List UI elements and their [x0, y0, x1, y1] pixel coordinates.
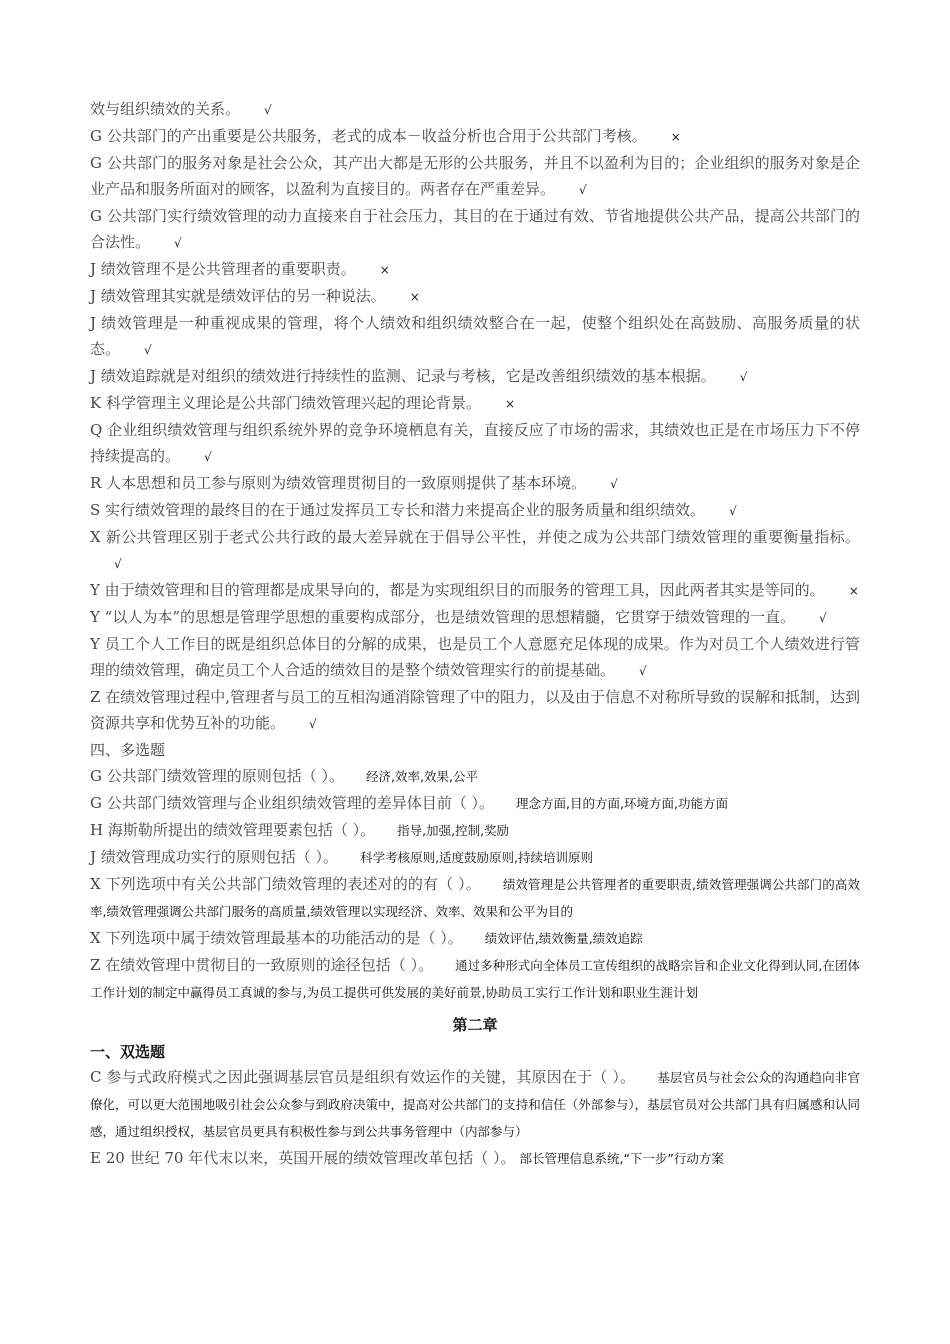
- answer-mark: √: [174, 236, 182, 250]
- answer-text: 经济,效率,效果,公平: [366, 769, 478, 784]
- answer-mark: ×: [848, 584, 859, 598]
- answer-text: 指导,加强,控制,奖励: [397, 823, 510, 838]
- answer-mark: √: [264, 103, 272, 117]
- document-page: [90, 96, 860, 1172]
- answer-mark: √: [144, 343, 152, 357]
- true-false-list: [90, 96, 860, 737]
- tf-item: J 绩效管理其实就是绩效评估的另一种说法。 ×: [90, 287, 420, 305]
- answer-mark: ×: [409, 290, 420, 304]
- tf-item: G 公共部门实行绩效管理的动力直接来自于社会压力，其目的在于通过有效、节省地提供公共产品，提高公共部门的合法性。 √: [90, 207, 860, 251]
- mc-item: X 下列选项中有关公共部门绩效管理的表述对的的有（ ）。 绩效管理是公共管理者的重要职责,绩效管理强调公共部门的高效率,绩效管理强调公共部门服务的高质量,绩效管理以实现经济、效率、效果和公平为目的: [90, 875, 860, 919]
- mc-item: G 公共部门绩效管理的原则包括（ ）。 经济,效率,效果,公平: [90, 767, 478, 785]
- answer-mark: √: [114, 557, 122, 571]
- tf-item: J 绩效管理不是公共管理者的重要职责。 ×: [90, 260, 390, 278]
- answer-text: 基层官员与社会公众的沟通趋向非官僚化，可以更大范围地吸引社会公众参与到政府决策中，提高对公共部门的支持和信任（外部参与），基层官员对公共部门具有归属感和认同感，通过组织授权，基层官员更具有积极性参与到公共事务管理中（内部参与）: [90, 1070, 860, 1139]
- answer-mark: √: [819, 611, 827, 625]
- tf-item: Z 在绩效管理过程中,管理者与员工的互相沟通消除管理了中的阻力，以及由于信息不对称所导致的误解和抵制，达到资源共享和优势互补的功能。 √: [90, 688, 860, 732]
- answer-mark: √: [610, 477, 618, 491]
- answer-text: 科学考核原则,适度鼓励原则,持续培训原则: [360, 850, 594, 865]
- answer-mark: ×: [504, 397, 516, 411]
- chapter2-list: [90, 1064, 860, 1172]
- section-heading-multiple-choice: 四、多选题: [90, 741, 166, 759]
- tf-item: X 新公共管理区别于老式公共行政的最大差异就在于倡导公平性，并使之成为公共部门绩效管理的重要衡量指标。√: [90, 528, 860, 571]
- mc-item: G 公共部门绩效管理与企业组织绩效管理的差异体目前（ ）。 理念方面,目的方面,环境方面,功能方面: [90, 794, 728, 812]
- answer-mark: √: [739, 370, 748, 384]
- tf-item: Y 由于绩效管理和目的管理都是成果导向的，都是为实现组织目的而服务的管理工具，因此两者其实是等同的。 ×: [90, 581, 859, 599]
- answer-mark: √: [309, 717, 317, 731]
- multiple-choice-list: [90, 763, 860, 1006]
- answer-mark: √: [204, 450, 212, 464]
- answer-text: 绩效评估,绩效衡量,绩效追踪: [484, 931, 643, 946]
- section-heading-double-choice: 一、双选题: [90, 1043, 166, 1061]
- ch2-item: C 参与式政府模式之因此强调基层官员是组织有效运作的关键，其原因在于（ ）。 基层官员与社会公众的沟通趋向非官僚化，可以更大范围地吸引社会公众参与到政府决策中，提高对公共部门的支持和信任（外部参与），基层官员对公共部门具有归属感和认同感，通过组织授权，基层官员更具有积极性参与到公共事务管理中（内部参与）: [90, 1068, 860, 1139]
- tf-item: 效与组织绩效的关系。 √: [90, 100, 272, 118]
- answer-mark: √: [579, 183, 587, 197]
- answer-text: 绩效管理是公共管理者的重要职责,绩效管理强调公共部门的高效率,绩效管理强调公共部门服务的高质量,绩效管理以实现经济、效率、效果和公平为目的: [90, 877, 860, 919]
- tf-item: S 实行绩效管理的最终目的在于通过发挥员工专长和潜力来提高企业的服务质量和组织绩效。 √: [90, 501, 737, 519]
- mc-item: X 下列选项中属于绩效管理最基本的功能活动的是（ ）。 绩效评估,绩效衡量,绩效追踪: [90, 929, 643, 947]
- answer-mark: √: [729, 504, 737, 518]
- tf-item: Y “以人为本”的思想是管理学思想的重要构成部分，也是绩效管理的思想精髓，它贯穿于绩效管理的一直。 √: [90, 608, 827, 626]
- tf-item: R 人本思想和员工参与原则为绩效管理贯彻目的一致原则提供了基本环境。 √: [90, 474, 618, 492]
- answer-text: 通过多种形式向全体员工宣传组织的战略宗旨和企业文化得到认同,在团体工作计划的制定中赢得员工真诚的参与,为员工提供可供发展的美好前景,协助员工实行工作计划和职业生涯计划: [90, 958, 860, 1000]
- chapter-title: 第二章: [452, 1016, 498, 1034]
- answer-text: 部长管理信息系统,“下一步”行动方案: [519, 1151, 724, 1166]
- tf-item: G 公共部门的产出重要是公共服务，老式的成本－收益分析也合用于公共部门考核。 ×: [90, 127, 681, 145]
- ch2-item: E 20 世纪 70 年代末以来，英国开展的绩效管理改革包括（ ）。 部长管理信息系统,“下一步”行动方案: [90, 1149, 724, 1167]
- mc-item: Z 在绩效管理中贯彻目的一致原则的途径包括（ ）。 通过多种形式向全体员工宣传组织的战略宗旨和企业文化得到认同,在团体工作计划的制定中赢得员工真诚的参与,为员工提供可供发展的美好前景,协助员工实行工作计划和职业生涯计划: [90, 956, 860, 1000]
- tf-item: G 公共部门的服务对象是社会公众，其产出大都是无形的公共服务，并且不以盈利为目的；企业组织的服务对象是企业产品和服务所面对的顾客，以盈利为直接目的。两者存在严重差异。 √: [90, 154, 860, 198]
- tf-item: Y 员工个人工作目的既是组织总体目的分解的成果，也是员工个人意愿充足体现的成果。作为对员工个人绩效进行管理的绩效管理，确定员工个人合适的绩效目的是整个绩效管理实行的前提基础。 √: [90, 635, 860, 679]
- tf-item: J 绩效管理是一种重视成果的管理，将个人绩效和组织绩效整合在一起，使整个组织处在高鼓励、高服务质量的状态。 √: [90, 314, 860, 358]
- answer-text: 理念方面,目的方面,环境方面,功能方面: [516, 796, 728, 811]
- answer-mark: ×: [670, 130, 681, 144]
- tf-item: Q 企业组织绩效管理与组织系统外界的竞争环境栖息有关，直接反应了市场的需求，其绩效也正是在市场压力下不停持续提高的。 √: [90, 421, 860, 465]
- mc-item: J 绩效管理成功实行的原则包括（ ）。 科学考核原则,适度鼓励原则,持续培训原则: [90, 848, 594, 866]
- answer-mark: ×: [379, 263, 390, 277]
- mc-item: H 海斯勒所提出的绩效管理要素包括（ ）。 指导,加强,控制,奖励: [90, 821, 510, 839]
- answer-mark: √: [639, 664, 647, 678]
- tf-item: J 绩效追踪就是对组织的绩效进行持续性的监测、记录与考核，它是改善组织绩效的基本根据。 √: [90, 367, 748, 385]
- tf-item: K 科学管理主义理论是公共部门绩效管理兴起的理论背景。 ×: [90, 394, 516, 412]
